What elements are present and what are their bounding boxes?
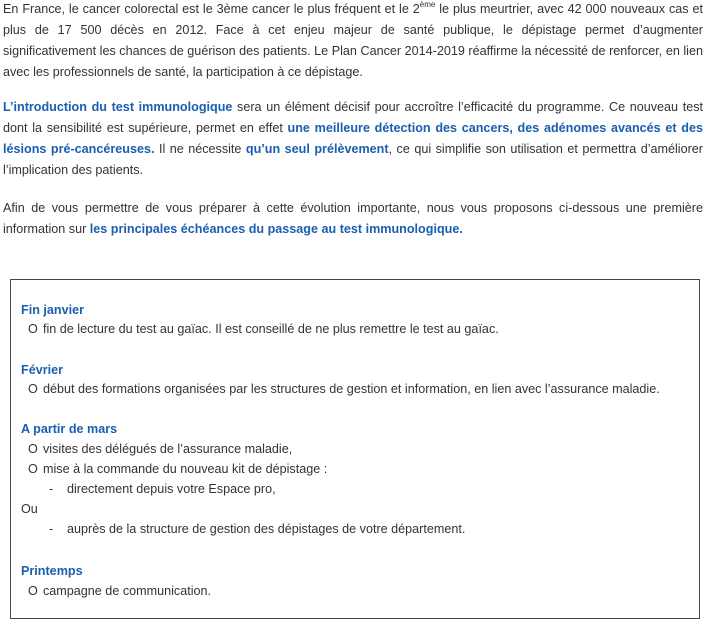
- sub-list-item-text: auprès de la structure de gestion des dépistages de votre département.: [67, 522, 466, 536]
- paragraph-text: sera un élément décisif pour accroître l’efficacité du programme. Ce nouveau test dont la sensibilité est supérieure, permet en effet: [3, 100, 704, 135]
- list-item-text: mise à la commande du nouveau kit de dépistage :: [43, 462, 328, 476]
- circle-bullet-icon: O: [28, 442, 38, 456]
- circle-bullet-icon: O: [28, 584, 38, 598]
- circle-bullet-icon: O: [28, 322, 38, 336]
- intro-text-start: En France, le cancer colorectal est le 3ème cancer le plus fréquent et le 2: [3, 2, 420, 16]
- sub-list-item-text: directement depuis votre Espace pro,: [67, 482, 276, 496]
- heading-printemps: Printemps: [21, 564, 83, 578]
- highlight-introduction: L’introduction du test immunologique: [3, 100, 233, 114]
- list-item-text: début des formations organisées par les structures de gestion et information, en lien avec l’assurance maladie.: [43, 382, 660, 396]
- paragraph-text: Afin de vous permettre de vous préparer à cette évolution importante, nous vous proposons ci-dessous une première information sur: [3, 201, 703, 236]
- intro-paragraph: [3, 0, 703, 83]
- list-item: [11, 320, 699, 338]
- heading-fin-janvier: Fin janvier: [21, 303, 84, 317]
- sub-list-item: [11, 520, 699, 538]
- highlight-detection: une meilleure détection des cancers, des adénomes avancés et des lésions pré-cancéreuses.: [3, 121, 703, 156]
- circle-bullet-icon: O: [28, 382, 38, 396]
- list-item-text: campagne de communication.: [43, 584, 212, 598]
- heading-a-partir-de-mars: A partir de mars: [21, 422, 118, 436]
- paragraph-text: Il ne nécessite: [154, 142, 246, 156]
- highlight-single-sample: qu’un seul prélèvement: [245, 142, 389, 156]
- sub-list-item: [11, 480, 699, 498]
- intro-text-end: le plus meurtrier, avec 42 000 nouveaux cas et plus de 17 500 décès en 2012. Face à cet enjeu majeur de santé publique, le dépistage permet d’augmenter significativement les chances de guérison des patients. Le Plan Cancer 2014-2019 réaffirme la nécessité de renforcer, en lien avec les professionnels de santé, la participation à ce dépistage.: [3, 2, 704, 79]
- list-item: [11, 380, 699, 398]
- highlight-deadlines: les principales échéances du passage au test immunologique.: [89, 222, 463, 236]
- heading-fevrier: Février: [21, 363, 64, 377]
- dash-bullet-icon: -: [49, 482, 54, 496]
- immunological-test-paragraph: [3, 97, 703, 181]
- list-item: [11, 440, 699, 458]
- timeline-box: [10, 279, 700, 619]
- list-item: [11, 460, 699, 478]
- dash-bullet-icon: -: [49, 522, 54, 536]
- list-item: [11, 582, 699, 600]
- or-connector: Ou: [21, 502, 38, 516]
- paragraph-text: , ce qui simplifie son utilisation et permettra d’améliorer l’implication des patients.: [3, 142, 703, 177]
- list-item-text: fin de lecture du test au gaïac. Il est conseillé de ne plus remettre le test au gaïac.: [43, 322, 499, 336]
- deadlines-intro-paragraph: [3, 198, 703, 240]
- superscript-eme: ème: [419, 0, 436, 9]
- list-item-text: visites des délégués de l’assurance maladie,: [43, 442, 293, 456]
- circle-bullet-icon: O: [28, 462, 38, 476]
